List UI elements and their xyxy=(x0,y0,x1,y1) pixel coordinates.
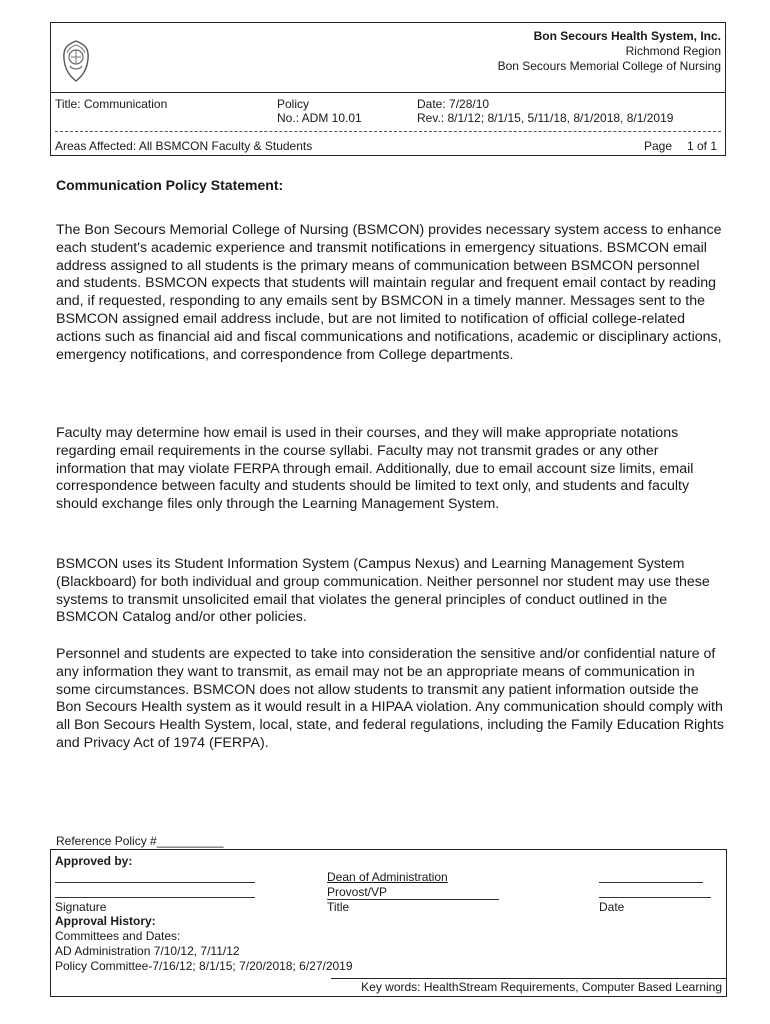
org-name: Bon Secours Health System, Inc. xyxy=(533,29,721,43)
date-line-2 xyxy=(599,897,711,898)
keywords-divider xyxy=(331,978,726,979)
areas-affected: Areas Affected: All BSMCON Faculty & Students xyxy=(55,139,313,153)
region-name: Richmond Region xyxy=(625,44,721,58)
paragraph-2: Faculty may determine how email is used in their courses, and they will make appropriate notations regarding email requirements in the course syllabi. Faculty may not transmit grades or any other information that may violate FERPA through email. Additionally, due to email account size limits, email correspondence between faculty and students should be limited to text only, and students and faculty should exchange files only through the Learning Management System. xyxy=(56,425,694,513)
policy-label: Policy xyxy=(277,97,310,111)
approved-by-label: Approved by: xyxy=(55,854,133,868)
policy-title: Title: Communication xyxy=(55,97,168,111)
section-heading: Communication Policy Statement: xyxy=(56,177,284,193)
ad-administration-dates: AD Administration 7/10/12, 7/11/12 xyxy=(55,944,240,958)
policy-number-block xyxy=(277,97,362,125)
provost-title: Provost/VP xyxy=(327,885,388,899)
policy-committee-dates: Policy Committee-7/16/12; 8/1/15; 7/20/2018; 6/27/2019 xyxy=(55,959,353,973)
page-label: Page xyxy=(644,139,673,153)
paragraph-1: The Bon Secours Memorial College of Nursing (BSMCON) provides necessary system access to enhance each student's academic experience and transmit notifications in emergency situations. BSMCON email address assigned to all students is the primary means of communication between BSMCON personnel and students. BSMCON expects that students will maintain regular and frequent email contact by reading and, if requested, responding to any emails sent by BSMCON in a timely manner. Messages sent to the BSMCON assigned email address include, but are not limited to notification of official college-related actions such as financial aid and fiscal communications and notifications, academic or disciplinary actions, emergency notifications, and correspondence from College departments. xyxy=(56,222,722,363)
paragraph-3: BSMCON uses its Student Information System (Campus Nexus) and Learning Management System (Blackboard) for both individual and group communication. Neither personnel nor student may use these systems to transmit unsolicited email that violates the general principles of conduct outlined in the BSMCON Catalog and/or other policies. xyxy=(56,556,710,626)
provost-underline xyxy=(327,899,499,900)
committees-label: Committees and Dates: xyxy=(55,929,181,943)
policy-date: Date: 7/28/10 xyxy=(417,97,490,111)
dean-title: Dean of Administration xyxy=(327,870,448,884)
signature-line-1 xyxy=(55,882,255,883)
approval-section xyxy=(50,849,727,997)
date-line-1 xyxy=(599,882,703,883)
dashed-divider xyxy=(55,131,721,132)
keywords: Key words: HealthStream Requirements, Computer Based Learning xyxy=(361,980,722,994)
bon-secours-logo-icon xyxy=(59,39,93,83)
approval-history-label: Approval History: xyxy=(55,914,156,928)
policy-dates xyxy=(417,97,673,125)
college-name: Bon Secours Memorial College of Nursing xyxy=(497,59,721,73)
policy-header xyxy=(50,22,726,156)
organization-block xyxy=(498,29,721,74)
reference-policy: Reference Policy #__________ xyxy=(56,834,224,848)
paragraph-4: Personnel and students are expected to take into consideration the sensitive and/or confidential nature of any information they want to transmit, as email may not be an appropriate means of communication in some circumstances. BSMCON does not allow students to transmit any patient information outside the Bon Secours Health system as it would result in a HIPAA violation. Any communication should comply with all Bon Secours Health System, local, state, and federal regulations, including the Family Education Rights and Privacy Act of 1974 (FERPA). xyxy=(56,646,724,751)
signature-label: Signature xyxy=(55,900,107,914)
title-label: Title xyxy=(327,900,350,914)
header-divider xyxy=(51,92,725,93)
signature-line-2 xyxy=(55,897,255,898)
policy-revisions: Rev.: 8/1/12; 8/1/15, 5/11/18, 8/1/2018, 8/1/2019 xyxy=(417,111,674,125)
page-value: 1 of 1 xyxy=(687,139,718,153)
date-label: Date xyxy=(599,900,625,914)
policy-number: No.: ADM 10.01 xyxy=(277,111,362,125)
